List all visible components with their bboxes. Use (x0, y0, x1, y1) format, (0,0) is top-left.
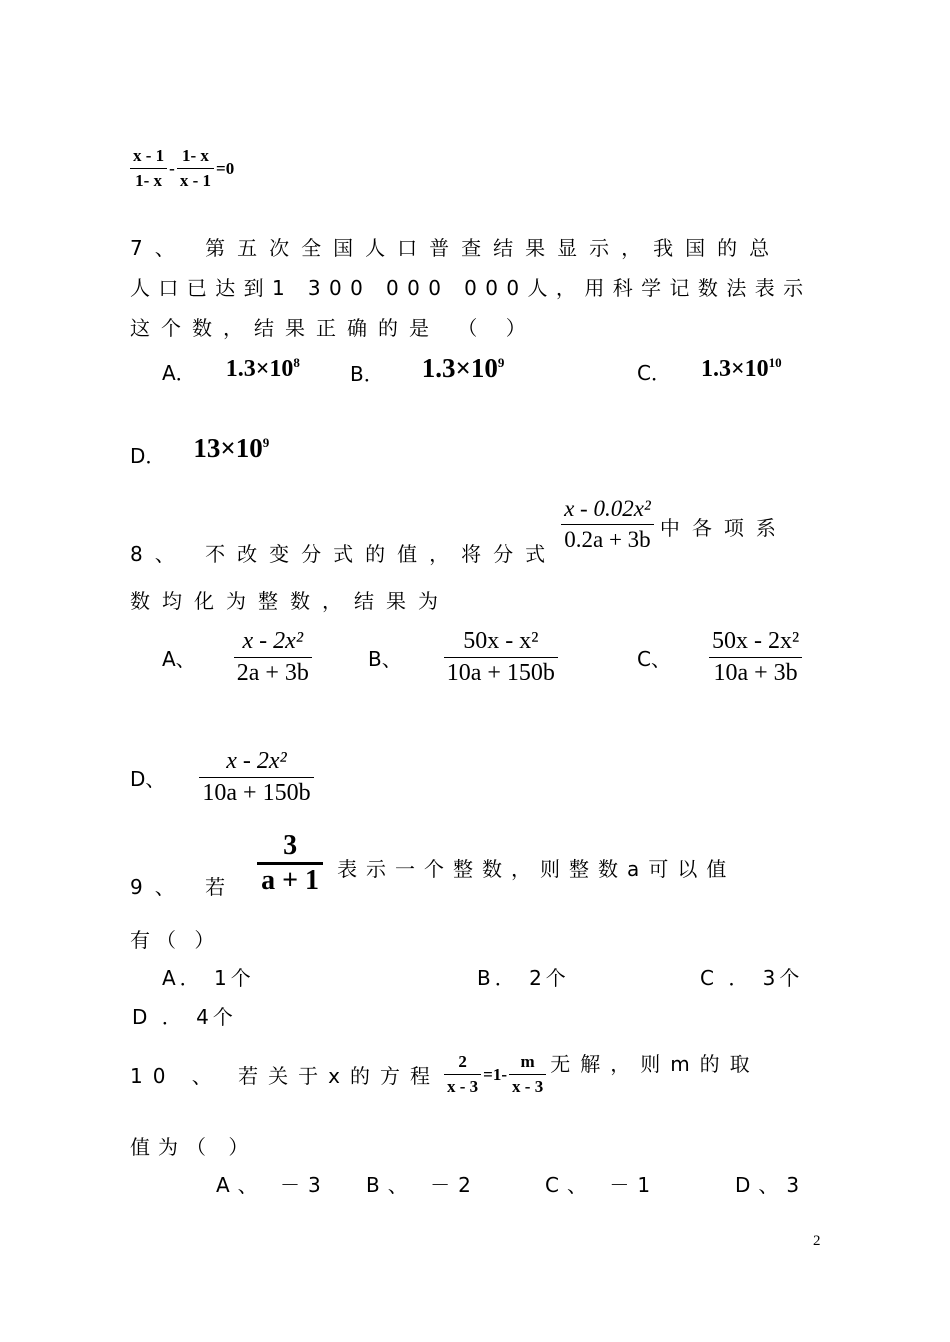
q6-fraction-2 (177, 146, 214, 191)
q9-line-2: 有（ ） (130, 928, 221, 952)
option-label: C． (637, 361, 671, 385)
q10-fraction-2 (509, 1052, 546, 1097)
q10-option-a: A、 －3 (216, 1173, 329, 1197)
option-fraction (444, 628, 558, 687)
option-denominator: 10a + 150b (202, 780, 311, 806)
q10-equals: =1- (483, 1064, 508, 1084)
q10-line-1-prefix: 10 、 若关于x的方程 (130, 1064, 440, 1088)
q10-fraction-1-denominator: x - 3 (447, 1077, 479, 1096)
q10-equation (444, 1052, 546, 1097)
sci-base: 1.3×10 (225, 356, 294, 382)
q7-option-a (162, 353, 300, 383)
q9-fraction-numerator: 3 (283, 830, 298, 861)
option-numerator: 50x - x² (463, 628, 539, 654)
sci-base: 13×10 (193, 433, 263, 463)
q10-fraction-1 (444, 1052, 481, 1097)
q8-line-1-suffix: 中各项系 (659, 516, 788, 540)
option-label: A． (162, 361, 196, 385)
q6-fraction-2-denominator: x - 1 (179, 171, 212, 190)
option-value (422, 353, 505, 383)
q9-fraction-denominator: a + 1 (261, 865, 320, 896)
q8-line-1-prefix: 8、 不改变分式的值，将分式 (130, 542, 558, 566)
q7-line-2: 人口已达到1 300 000 000人，用科学记数法表示 (130, 276, 812, 300)
q10-option-c: C、 －1 (545, 1173, 659, 1197)
sci-exponent: 10 (768, 355, 782, 370)
q9-line-1-prefix: 9、 若 (130, 875, 238, 899)
q8-option-d (130, 748, 314, 807)
page-number: 2 (813, 1233, 821, 1249)
q7-line-1: 7、 第五次全国人口普查结果显示，我国的总 (130, 236, 782, 260)
option-value (193, 433, 269, 463)
sci-exponent: 9 (262, 435, 270, 450)
q6-fraction-1 (130, 146, 167, 191)
q7-option-d (130, 433, 270, 468)
q6-minus-sign: - (169, 158, 175, 178)
option-label: B、 (368, 647, 402, 671)
q10-option-d: D、3 (735, 1173, 808, 1197)
q6-rhs: =0 (216, 158, 235, 178)
q10-line-1-suffix: 无解，则m的取 (550, 1052, 760, 1076)
option-fraction (199, 748, 313, 807)
option-fraction (234, 628, 312, 687)
q9-line-1-suffix: 表示一个整数，则整数a可以值 (337, 857, 736, 881)
q7-option-c (637, 353, 782, 383)
sci-exponent: 9 (497, 355, 505, 370)
q9-option-a: A． 1个 (162, 966, 255, 990)
q6-fraction-1-denominator: 1- x (135, 171, 163, 190)
q9-option-c: C ． 3个 (700, 966, 804, 990)
option-denominator: 2a + 3b (236, 660, 309, 686)
option-label: D． (130, 444, 166, 468)
q9-line-1 (130, 830, 735, 897)
q6-equation (130, 146, 234, 191)
option-value (701, 356, 782, 382)
option-numerator: 50x - 2x² (711, 628, 800, 654)
option-label: A、 (162, 647, 196, 671)
option-label: B． (350, 362, 384, 386)
q10-option-b: B、 －2 (366, 1173, 479, 1197)
q6-fraction-1-numerator: x - 1 (133, 146, 165, 165)
q9-fraction (257, 830, 323, 897)
q8-fraction (561, 496, 654, 553)
q6-fraction-2-numerator: 1- x (181, 146, 209, 165)
option-value (226, 356, 300, 382)
q9-option-b: B． 2个 (477, 966, 570, 990)
q8-fraction-numerator: x - 0.02x² (564, 496, 651, 521)
q8-option-b (368, 628, 558, 687)
q10-fraction-1-numerator: 2 (458, 1052, 467, 1071)
q9-option-d: D ． 4个 (132, 1005, 237, 1029)
q7-line-3: 这个数，结果正确的是 （ ） (130, 316, 537, 340)
option-numerator: x - 2x² (226, 748, 287, 774)
sci-base: 1.3×10 (421, 353, 498, 383)
sci-exponent: 8 (293, 355, 300, 370)
option-label: D、 (130, 767, 166, 791)
option-denominator: 10a + 3b (713, 660, 798, 686)
q10-line-1 (130, 1052, 760, 1097)
q8-option-a (162, 628, 312, 687)
q8-fraction-denominator: 0.2a + 3b (564, 527, 651, 552)
q8-line-2: 数均化为整数，结果为 (130, 589, 450, 613)
option-denominator: 10a + 150b (446, 660, 555, 686)
q8-line-1 (130, 496, 788, 566)
option-numerator: x - 2x² (242, 628, 304, 654)
option-fraction (709, 628, 802, 687)
q10-fraction-2-numerator: m (520, 1052, 535, 1071)
q8-option-c (637, 628, 802, 687)
q10-fraction-2-denominator: x - 3 (512, 1077, 544, 1096)
sci-base: 1.3×10 (700, 356, 769, 382)
q7-option-b (350, 353, 504, 384)
q10-line-2: 值为（ ） (130, 1135, 257, 1159)
option-label: C、 (637, 647, 671, 671)
